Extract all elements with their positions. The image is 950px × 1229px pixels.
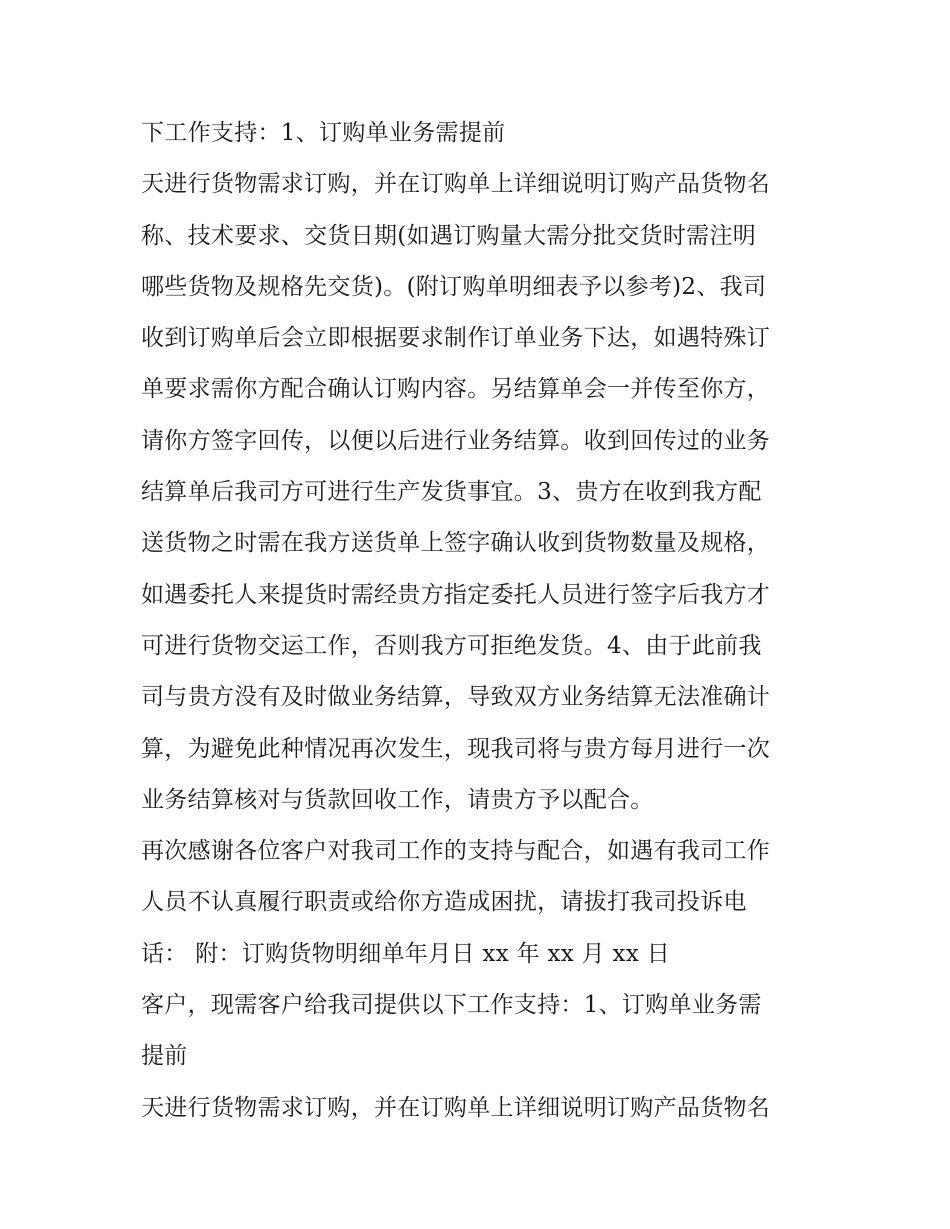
text-line: 客户，现需客户给我司提供以下工作支持：1、订购单业务需 xyxy=(141,992,762,1019)
text-line: 人员不认真履行职责或给你方造成困扰，请拔打我司投诉电 xyxy=(141,889,747,916)
text-line: 如遇委托人来提货时需经贵方指定委托人员进行签字后我方才 xyxy=(141,581,771,608)
text-line: 送货物之时需在我方送货单上签字确认收到货物数量及规格， xyxy=(141,530,771,557)
text-line: 算，为避免此种情况再次发生，现我司将与贵方每月进行一次 xyxy=(141,735,771,762)
text-line: 再次感谢各位客户对我司工作的支持与配合，如遇有我司工作 xyxy=(141,838,771,865)
text-line: 司与贵方没有及时做业务结算，导致双方业务结算无法准确计 xyxy=(141,684,771,711)
text-line: 可进行货物交运工作，否则我方可拒绝发货。4、由于此前我 xyxy=(141,632,762,659)
text-line: 天进行货物需求订购，并在订购单上详细说明订购产品货物名 xyxy=(141,1094,771,1121)
text-line: 提前 xyxy=(141,1043,188,1070)
text-line: 称、技术要求、交货日期(如遇订购量大需分批交货时需注明 xyxy=(141,222,757,249)
text-line: 结算单后我司方可进行生产发货事宜。3、贵方在收到我方配 xyxy=(141,479,762,506)
text-line: 业务结算核对与货款回收工作，请贵方予以配合。 xyxy=(141,786,654,813)
text-line: 下工作支持：1、订购单业务需提前 xyxy=(141,120,506,146)
text-line: 单要求需你方配合确认订购内容。另结算单会一并传至你方， xyxy=(141,376,771,403)
text-line: 天进行货物需求订购，并在订购单上详细说明订购产品货物名 xyxy=(141,171,771,198)
text-line: 话： 附：订购货物明细单年月日 xx 年 xx 月 xx 日 xyxy=(141,940,671,967)
text-line: 请你方签字回传，以便以后进行业务结算。收到回传过的业务 xyxy=(141,427,771,454)
document-body xyxy=(141,108,821,1134)
text-line: 收到订购单后会立即根据要求制作订单业务下达，如遇特殊订 xyxy=(141,325,771,352)
text-line: 哪些货物及规格先交货)。(附订购单明细表予以参考)2、我司 xyxy=(141,273,767,300)
